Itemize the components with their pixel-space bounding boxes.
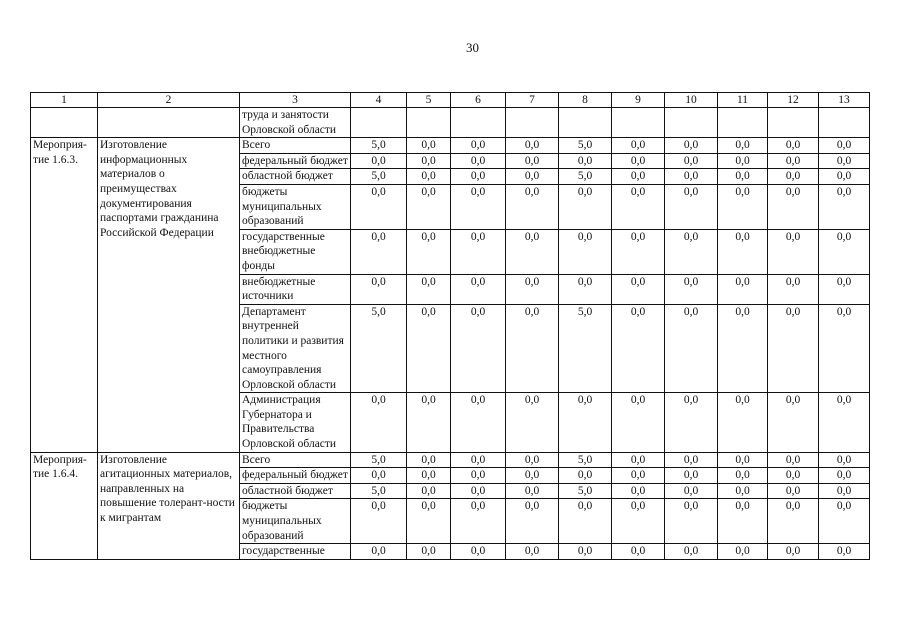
amount-cell: 0,0 [612,468,665,484]
amount-cell: 0,0 [407,274,451,304]
amount-cell: 0,0 [768,499,819,544]
amount-cell: 0,0 [407,169,451,185]
amount-cell: 0,0 [407,499,451,544]
amount-cell: 0,0 [506,153,559,169]
amount-cell: 0,0 [819,153,870,169]
amount-cell: 0,0 [768,169,819,185]
amount-cell: 0,0 [612,138,665,154]
amount-cell: 0,0 [819,499,870,544]
carryover-row [31,108,870,138]
amount-cell: 0,0 [451,544,506,560]
empty-cell [665,108,718,138]
funding-source: Департамент внутренней политики и развития местного самоуправления Орловской области [240,304,351,393]
amount-cell: 0,0 [351,184,407,229]
funding-source: Всего [240,452,351,468]
amount-cell: 0,0 [612,153,665,169]
amount-cell: 0,0 [612,229,665,274]
empty-cell [819,108,870,138]
amount-cell: 0,0 [718,138,768,154]
amount-cell: 0,0 [665,274,718,304]
amount-cell: 0,0 [407,468,451,484]
amount-cell: 0,0 [407,138,451,154]
amount-cell: 0,0 [718,169,768,185]
amount-cell: 0,0 [768,452,819,468]
amount-cell: 0,0 [451,304,506,393]
amount-cell: 0,0 [506,138,559,154]
column-header: 11 [718,93,768,108]
activity-label: Мероприя-тие 1.6.4. [31,452,98,559]
amount-cell: 0,0 [768,153,819,169]
column-header: 13 [819,93,870,108]
column-header: 2 [98,93,240,108]
amount-cell: 0,0 [351,153,407,169]
amount-cell: 0,0 [718,304,768,393]
activity-description: Изготовление информационных материалов о преимуществах документирования паспортами гражданина Российской Федерации [98,138,240,452]
amount-cell: 0,0 [506,452,559,468]
amount-cell: 5,0 [559,169,612,185]
amount-cell: 0,0 [506,468,559,484]
amount-cell: 0,0 [768,138,819,154]
amount-cell: 0,0 [506,393,559,452]
amount-cell: 0,0 [506,483,559,499]
column-header: 12 [768,93,819,108]
amount-cell: 0,0 [665,452,718,468]
amount-cell: 0,0 [718,483,768,499]
amount-cell: 0,0 [612,274,665,304]
amount-cell: 0,0 [768,274,819,304]
amount-cell: 0,0 [819,274,870,304]
activity-description: Изготовление агитационных материалов, направленных на повышение толерант-ности к мигрантам [98,452,240,559]
amount-cell: 0,0 [819,184,870,229]
amount-cell: 0,0 [819,169,870,185]
amount-cell: 0,0 [819,138,870,154]
amount-cell: 0,0 [506,229,559,274]
amount-cell: 0,0 [768,544,819,560]
amount-cell: 0,0 [665,169,718,185]
amount-cell: 0,0 [819,229,870,274]
amount-cell: 0,0 [819,468,870,484]
amount-cell: 0,0 [506,169,559,185]
amount-cell: 0,0 [819,544,870,560]
amount-cell: 0,0 [559,393,612,452]
amount-cell: 0,0 [451,483,506,499]
amount-cell: 0,0 [351,544,407,560]
amount-cell: 0,0 [819,483,870,499]
empty-cell [506,108,559,138]
amount-cell: 0,0 [506,184,559,229]
amount-cell: 0,0 [718,468,768,484]
amount-cell: 0,0 [768,468,819,484]
amount-cell: 5,0 [351,169,407,185]
funding-source: федеральный бюджет [240,468,351,484]
column-header: 3 [240,93,351,108]
amount-cell: 0,0 [718,229,768,274]
amount-cell: 0,0 [407,393,451,452]
amount-cell: 0,0 [506,304,559,393]
amount-cell: 0,0 [665,499,718,544]
amount-cell: 0,0 [407,229,451,274]
amount-cell: 5,0 [351,304,407,393]
amount-cell: 0,0 [559,499,612,544]
amount-cell: 0,0 [819,393,870,452]
amount-cell: 0,0 [407,452,451,468]
empty-cell [559,108,612,138]
amount-cell: 0,0 [451,499,506,544]
budget-table [30,92,870,560]
column-header: 6 [451,93,506,108]
amount-cell: 0,0 [612,184,665,229]
amount-cell: 0,0 [665,229,718,274]
amount-cell: 0,0 [351,274,407,304]
amount-cell: 0,0 [718,393,768,452]
amount-cell: 0,0 [506,499,559,544]
amount-cell: 0,0 [407,153,451,169]
funding-source: бюджеты муниципальных образований [240,184,351,229]
amount-cell: 0,0 [559,468,612,484]
amount-cell: 0,0 [351,393,407,452]
column-header: 5 [407,93,451,108]
amount-cell: 0,0 [407,544,451,560]
amount-cell: 0,0 [612,452,665,468]
amount-cell: 0,0 [506,274,559,304]
table-row [31,138,870,154]
amount-cell: 0,0 [451,153,506,169]
amount-cell: 0,0 [559,153,612,169]
amount-cell: 0,0 [665,483,718,499]
column-header: 7 [506,93,559,108]
amount-cell: 0,0 [451,169,506,185]
amount-cell: 0,0 [612,304,665,393]
table-header-row [31,93,870,108]
amount-cell: 5,0 [351,483,407,499]
amount-cell: 0,0 [665,544,718,560]
amount-cell: 0,0 [351,468,407,484]
amount-cell: 0,0 [506,544,559,560]
amount-cell: 0,0 [451,184,506,229]
page-number: 30 [466,40,479,55]
amount-cell: 0,0 [718,544,768,560]
amount-cell: 0,0 [451,138,506,154]
column-header: 9 [612,93,665,108]
column-header: 4 [351,93,407,108]
amount-cell: 0,0 [559,229,612,274]
amount-cell: 0,0 [718,499,768,544]
amount-cell: 0,0 [718,184,768,229]
amount-cell: 0,0 [768,184,819,229]
column-header: 8 [559,93,612,108]
amount-cell: 0,0 [451,468,506,484]
empty-cell [451,108,506,138]
amount-cell: 0,0 [451,274,506,304]
amount-cell: 5,0 [559,452,612,468]
amount-cell: 0,0 [768,393,819,452]
amount-cell: 0,0 [665,468,718,484]
funding-source: федеральный бюджет [240,153,351,169]
funding-source: труда и занятости Орловской области [240,108,351,138]
amount-cell: 0,0 [819,452,870,468]
column-header: 1 [31,93,98,108]
funding-source: Администрация Губернатора и Правительства Орловской области [240,393,351,452]
amount-cell: 0,0 [768,304,819,393]
empty-cell [407,108,451,138]
amount-cell: 0,0 [665,393,718,452]
amount-cell: 0,0 [665,153,718,169]
amount-cell: 0,0 [612,393,665,452]
funding-source: внебюджетные источники [240,274,351,304]
amount-cell: 0,0 [612,544,665,560]
amount-cell: 5,0 [559,138,612,154]
amount-cell: 0,0 [612,499,665,544]
amount-cell: 0,0 [768,483,819,499]
amount-cell: 5,0 [351,138,407,154]
amount-cell: 0,0 [351,229,407,274]
funding-source: областной бюджет [240,483,351,499]
amount-cell: 0,0 [718,153,768,169]
empty-cell [612,108,665,138]
amount-cell: 0,0 [819,304,870,393]
column-header: 10 [665,93,718,108]
amount-cell: 5,0 [559,304,612,393]
table-row [31,452,870,468]
empty-cell [98,108,240,138]
amount-cell: 0,0 [407,483,451,499]
funding-source: государственные внебюджетные фонды [240,229,351,274]
empty-cell [768,108,819,138]
empty-cell [718,108,768,138]
funding-source: бюджеты муниципальных образований [240,499,351,544]
amount-cell: 0,0 [407,304,451,393]
empty-cell [351,108,407,138]
amount-cell: 0,0 [351,499,407,544]
activity-label: Мероприя-тие 1.6.3. [31,138,98,452]
amount-cell: 0,0 [559,184,612,229]
amount-cell: 0,0 [665,304,718,393]
amount-cell: 0,0 [612,169,665,185]
amount-cell: 0,0 [451,229,506,274]
funding-source: Всего [240,138,351,154]
amount-cell: 0,0 [559,544,612,560]
funding-source: областной бюджет [240,169,351,185]
funding-source: государственные [240,544,351,560]
table-body [31,93,870,560]
amount-cell: 0,0 [407,184,451,229]
amount-cell: 0,0 [665,184,718,229]
amount-cell: 0,0 [612,483,665,499]
amount-cell: 5,0 [351,452,407,468]
amount-cell: 0,0 [451,393,506,452]
amount-cell: 0,0 [718,452,768,468]
amount-cell: 0,0 [559,274,612,304]
amount-cell: 0,0 [451,452,506,468]
amount-cell: 5,0 [559,483,612,499]
amount-cell: 0,0 [768,229,819,274]
empty-cell [31,108,98,138]
amount-cell: 0,0 [665,138,718,154]
amount-cell: 0,0 [718,274,768,304]
